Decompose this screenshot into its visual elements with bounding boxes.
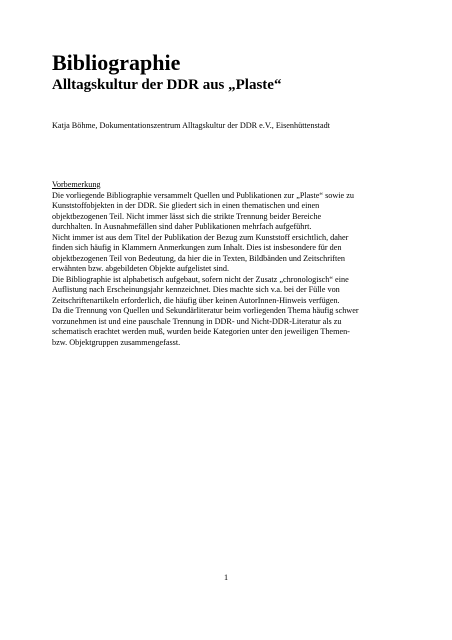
body-line: Da die Trennung von Quellen und Sekundärliteratur beim vorliegenden Thema häufig schwer xyxy=(52,306,359,315)
document-title: Bibliographie xyxy=(52,50,181,75)
body-line: Die vorliegende Bibliographie versammelt Quellen und Publikationen zur „Plaste“ sowie zu xyxy=(52,190,354,200)
body-line: finden sich häufig in Klammern Anmerkungen zum Inhalt. Dies ist insbesondere für den xyxy=(52,243,342,252)
body-line: durchhalten. In Ausnahmefällen sind daher Publikationen mehrfach aufgeführt. xyxy=(52,222,312,231)
body-line: Die Bibliographie ist alphabetisch aufgebaut, sofern nicht der Zusatz „chronologisch“ eine xyxy=(52,274,349,284)
body-line: schematisch erachtet werden muß, wurden beide Kategorien unter den jeweiligen Themen- xyxy=(52,327,350,336)
body-line: Zeitschriftenartikeln erforderlich, die häufig über keinen AutorInnen-Hinweis verfügen. xyxy=(52,295,340,305)
page-number: 1 xyxy=(223,573,229,582)
body-line: Nicht immer ist aus dem Titel der Publikation der Bezug zum Kunststoff ersichtlich, daher xyxy=(52,232,349,242)
document-subtitle: Alltagskultur der DDR aus „Plaste“ xyxy=(52,77,282,93)
body-line: Kunststoffobjekten in der DDR. Sie gliedert sich in einen thematischen und einen xyxy=(52,201,320,210)
body-line: objektbezogenen Teil. Nicht immer lässt sich die strikte Trennung beider Bereiche xyxy=(52,211,322,221)
body-line: vorzunehmen ist und eine pauschale Trennung in DDR- und Nicht-DDR-Literatur als zu xyxy=(52,316,342,326)
body-line: Auflistung nach Erscheinungsjahr kennzeichnet. Dies machte sich v.a. bei der Fülle von xyxy=(52,285,340,294)
author-line: Katja Böhme, Dokumentationszentrum Alltagskultur der DDR e.V., Eisenhüttenstadt xyxy=(52,121,330,130)
body-line: objektbezogenen Teil von Bedeutung, da hier die in Texten, Bildbänden und Zeitschriften xyxy=(52,253,345,263)
section-heading: Vorbemerkung xyxy=(52,180,101,189)
body-line: bzw. Objektgruppen zusammengefasst. xyxy=(52,337,181,347)
preface-section xyxy=(52,180,404,348)
body-line: erwähnten bzw. abgebildeten Objekte aufgelistet sind. xyxy=(52,264,230,273)
